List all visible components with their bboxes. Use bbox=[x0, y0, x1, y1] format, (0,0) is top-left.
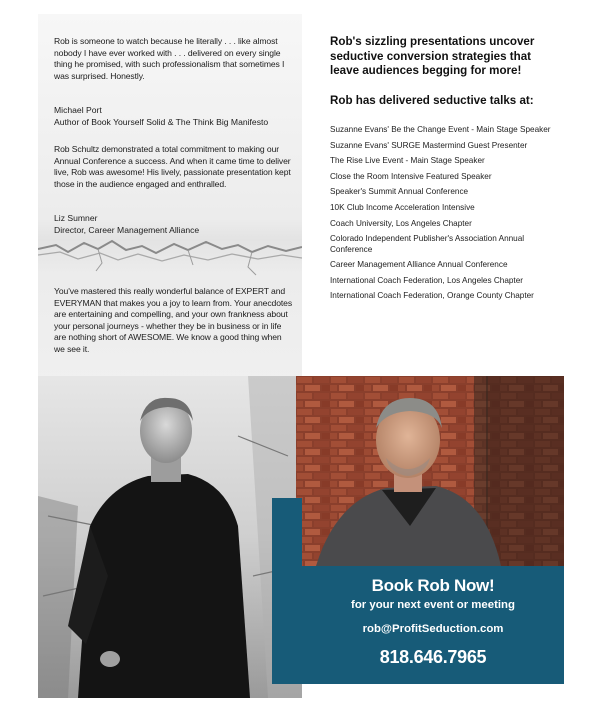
talks-list-item: Suzanne Evans' Be the Change Event - Main Stage Speaker bbox=[330, 125, 551, 134]
talks-list-item: Coach University, Los Angeles Chapter bbox=[330, 218, 472, 228]
talks-list-item: Speaker's Summit Annual Conference bbox=[330, 187, 469, 197]
talks-list bbox=[330, 125, 556, 307]
testimonial-1-name: Michael Port bbox=[54, 105, 102, 115]
speaker-photo-color bbox=[296, 376, 564, 566]
talks-heading: Rob has delivered seductive talks at: bbox=[330, 94, 534, 107]
talks-list-item: International Coach Federation, Orange County Chapter bbox=[330, 291, 534, 301]
talks-list-item: 10K Club Income Acceleration Intensive bbox=[330, 202, 475, 212]
testimonial-3-quote bbox=[54, 286, 294, 356]
talks-list-item: The Rise Live Event - Main Stage Speaker bbox=[330, 156, 485, 166]
testimonial-2-attribution bbox=[54, 212, 294, 236]
booking-subtitle: for your next event or meeting bbox=[351, 599, 515, 611]
testimonials-column bbox=[38, 14, 302, 698]
testimonial-2-text: Rob Schultz demonstrated a total commitment to making our Annual Conference a success. And when it came time to deliver live, Rob was awesome! His lively, passionate presentation kept those in the audience engaged and enthralled. bbox=[54, 144, 291, 189]
testimonial-2-title: Director, Career Management Alliance bbox=[54, 225, 200, 235]
talks-list-item: Close the Room Intensive Featured Speaker bbox=[330, 171, 492, 181]
talks-column bbox=[302, 14, 564, 376]
testimonial-1-quote bbox=[54, 36, 294, 82]
talks-list-item: Colorado Independent Publisher's Association Annual Conference bbox=[330, 234, 525, 254]
booking-phone[interactable]: 818.646.7965 bbox=[379, 647, 487, 667]
booking-email-link[interactable]: rob@ProfitSeduction.com bbox=[362, 623, 504, 635]
booking-box bbox=[302, 566, 564, 684]
booking-title: Book Rob Now! bbox=[371, 576, 495, 595]
accent-block bbox=[272, 498, 302, 684]
testimonial-3-text: You've mastered this really wonderful balance of EXPERT and EVERYMAN that makes you a joy to learn from. Your anecdotes are entertaining and compelling, and your own frankness about your personal journeys - whether they be in business or in life are nothing short of AWESOME. We know a good thing when we see it. bbox=[54, 286, 293, 354]
testimonial-1-title: Author of Book Yourself Solid & The Think Big Manifesto bbox=[54, 117, 269, 127]
testimonial-2-quote bbox=[54, 144, 294, 190]
talks-list-item: Suzanne Evans' SURGE Mastermind Guest Presenter bbox=[330, 140, 528, 150]
talks-list-item: Career Management Alliance Annual Conference bbox=[330, 260, 508, 270]
speaker-photo-black-and-white bbox=[38, 376, 302, 698]
testimonial-1-text: Rob is someone to watch because he literally . . . like almost nobody I have ever worked with . . . delivered on every single thing he promised, with such professionalism that sometimes I was surprised. Honestly. bbox=[54, 36, 285, 81]
talks-list-item: International Coach Federation, Los Angeles Chapter bbox=[330, 275, 523, 285]
testimonial-1-attribution bbox=[54, 104, 294, 128]
testimonial-2-name: Liz Sumner bbox=[54, 213, 98, 223]
promo-headline: Rob's sizzling presentations uncover seductive conversion strategies that leave audiences begging for more! bbox=[330, 35, 535, 78]
